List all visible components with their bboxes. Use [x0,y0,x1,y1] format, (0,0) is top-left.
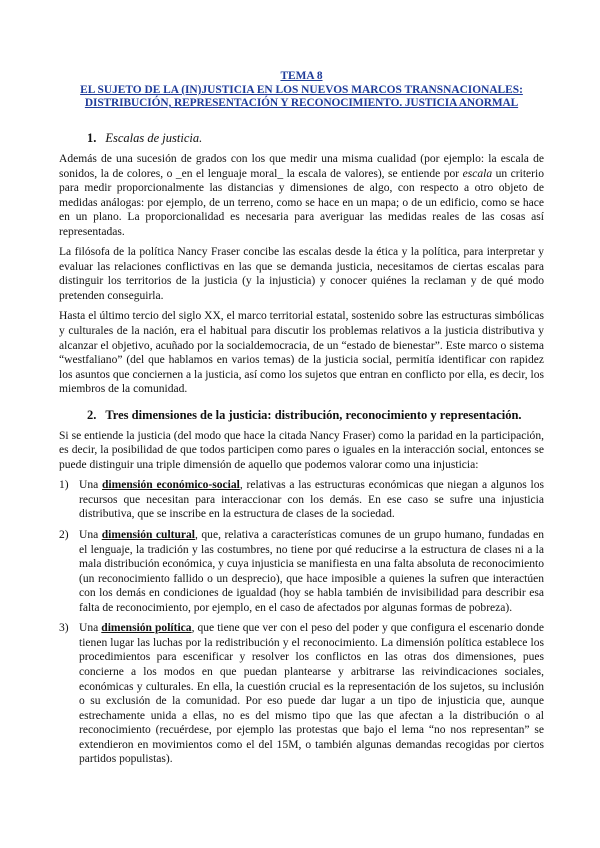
list-item-prefix: Una [79,529,102,542]
section-2-number: 2. [87,407,97,422]
list-item-number: 2) [59,529,69,542]
section-2-title: Tres dimensiones de la justicia: distribución, reconocimiento y representación. [105,407,522,422]
list-item [59,621,544,766]
section-2-intro: Si se entiende la justicia (del modo que hace la citada Nancy Fraser) como la paridad en la participación, es decir, la posibilidad de que todos participen como pares o iguales en la interacción social, entonces se puede distinguir una triple dimensión de aquello que podemos valorar como una injusticia: [59,429,544,471]
dimensions-list [59,478,544,766]
title-topic-number: TEMA 8 [280,70,323,82]
section-1-number: 1. [87,131,97,145]
list-item-term: dimensión política [101,622,192,635]
list-item-term: dimensión económico-social [102,479,240,492]
list-item-text: , que tiene que ver con el peso del poder y que configura el escenario donde tienen lugar las luchas por la redistribución y el reconocimiento. La dimensión política establece los procedimientos para escenificar y resolver los conflictos en las otras dos dimensiones, pues concierne a los modos en que puedan plantearse y arbitrarse las reivindicaciones sociales, económicas y culturales. En ella, la cuestión crucial es la representación de los sujetos, su inclusión o su exclusión de la comunidad. Por eso puede dar lugar a un tipo de injusticia que, aunque estrechamente unida a ellas, no es del mismo tipo que las que afectan a la distribución o al reconocimiento (recuérdese, por ejemplo las protestas que bajo el lema “no nos representan” se extendieron en movimientos como el del 15M, o también algunas demandas recogidas por ciertos partidos populistas). [79,622,544,766]
title-line-1: EL SUJETO DE LA (IN)JUSTICIA EN LOS NUEVOS MARCOS TRANSNACIONALES: [80,84,523,96]
list-item-prefix: Una [79,622,102,635]
section-1-paragraph-1 [59,152,544,239]
section-1-paragraph-2: La filósofa de la política Nancy Fraser concibe las escalas desde la ética y la política, para interpretar y evaluar las relaciones conflictivas en las que se demanda justicia, necesitamos de ciertas escalas para distinguir los territorios de la justicia (y la injusticia) y conocer quiénes la reclaman y de qué modo pretenden conseguirla. [59,246,544,302]
document-title [59,70,544,110]
list-item-number: 3) [59,622,69,635]
section-1-heading [87,130,544,146]
list-item [59,478,544,522]
list-item-term: dimensión cultural [101,529,196,542]
list-item-prefix: Una [79,479,103,492]
list-item-text: , relativas a las estructuras económicas que niegan a algunos los recursos que necesitan para interaccionar con los demás. En ese caso se sufre una injusticia distributiva, que se inscribe en la estructura de clases de la sociedad. [79,479,545,521]
list-item-number: 1) [59,479,69,492]
section-2-heading [87,407,544,423]
paragraph-1-emphasis: escala [462,167,493,180]
paragraph-1-part-a: Además de una sucesión de grados con los que medir una misma cualidad (por ejemplo: la escala de sonidos, la de colores, o _en el lenguaje moral_ la escala de valores), se entiende por [59,153,544,180]
list-item-text: , que, relativa a características comunes de un grupo humano, fundadas en el lenguaje, la tradición y las costumbres, no tiene por qué reducirse a la estructura de clases ni a la mala distribución económica, y cuya injusticia se manifiesta en una falta absoluta de reconocimiento (un reconocimiento fallido o un desprecio), que hace imposible a quienes la sufren que interactúen con los demás en condiciones de igualdad (hoy se habla también de invisibilidad para describir esa falta de reconocimiento, por ejemplo, en el caso de afectados por algunas formas de pobreza). [79,529,544,614]
list-item [59,528,544,615]
section-1-title: Escalas de justicia. [105,131,203,145]
section-1-paragraph-3: Hasta el último tercio del siglo XX, el marco territorial estatal, sostenido sobre las estructuras simbólicas y culturales de la nación, era el habitual para discutir los problemas relativos a la justicia distributiva y alcanzar el objetivo, acuñado por la socialdemocracia, de un “estado de bienestar”. Este marco o sistema “westfaliano” (del que hablamos en varios temas) de la justicia social, permitía identificar con rapidez los asuntos que conciernen a la justicia, así como los sujetos que entran en conflicto por ella, es decir, los miembros de la comunidad. [59,310,545,396]
paragraph-1-part-c: un criterio para medir proporcionalmente las distancias y dimensiones de algo, con respecto a otro objeto de medidas análogas: por ejemplo, de un terreno, como se hace en un mapa; o de un edificio, como se hace en un plano. La proporcionalidad es necesaria para averiguar las medidas reales de las cosas así representadas. [59,167,544,238]
title-line-2: DISTRIBUCIÓN, REPRESENTACIÓN Y RECONOCIMIENTO. JUSTICIA ANORMAL [84,97,519,109]
